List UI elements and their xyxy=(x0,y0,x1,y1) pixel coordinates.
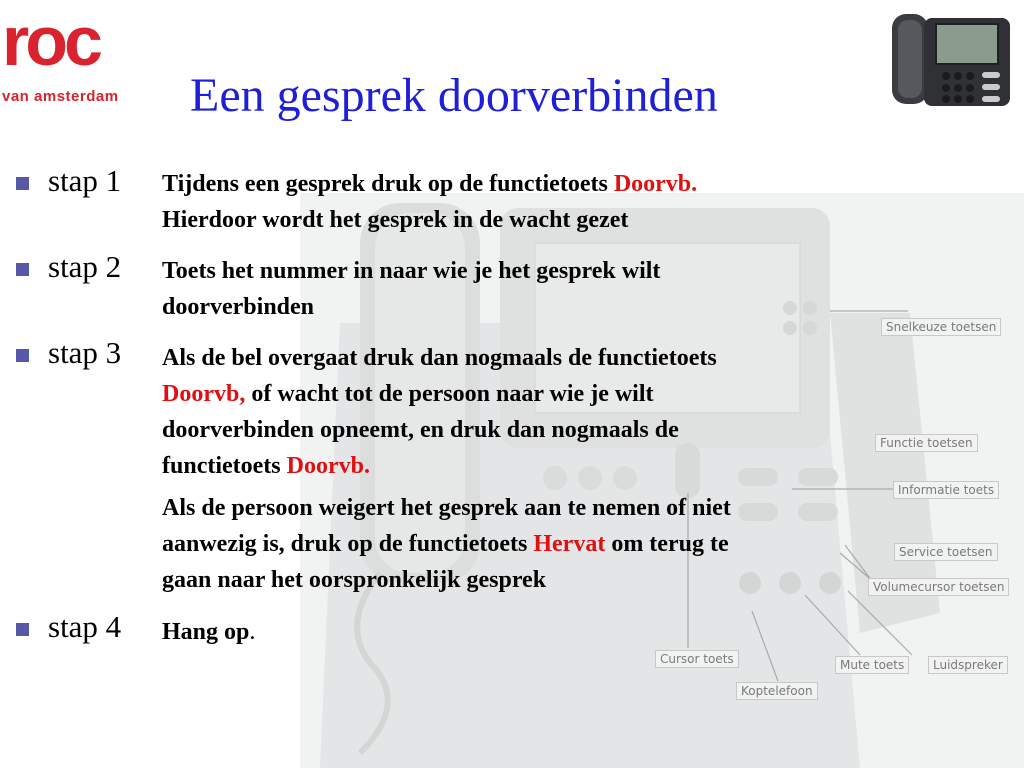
step-text-part: functietoets xyxy=(162,453,287,479)
step-text-line: Hierdoor wordt het gesprek in de wacht gezet xyxy=(162,207,629,233)
step-label: stap 4 xyxy=(48,609,122,644)
step-text-line xyxy=(162,448,370,484)
step-text-line: Toets het nummer in naar wie je het gesprek wilt xyxy=(162,258,661,284)
bullet-square xyxy=(16,263,29,276)
step-label: stap 1 xyxy=(48,163,122,198)
key-doorvb: Doorvb, xyxy=(162,381,246,407)
step-text xyxy=(162,166,697,202)
step-text-line: gaan naar het oorspronkelijk gesprek xyxy=(162,567,547,593)
step-text-part: aanwezig is, druk op de functietoets xyxy=(162,531,534,557)
step-text-line: doorverbinden opneemt, en druk dan nogmaals de xyxy=(162,417,679,443)
logo-mark: roc xyxy=(2,2,99,80)
key-hervat: Hervat xyxy=(533,531,606,557)
bullet-square xyxy=(16,349,29,362)
key-doorvb: Doorvb. xyxy=(613,171,698,197)
roc-logo xyxy=(0,0,160,110)
step-text-line: Als de bel overgaat druk dan nogmaals de functietoets xyxy=(162,345,717,371)
logo-subtitle: van amsterdam xyxy=(2,88,119,105)
bullet-square xyxy=(16,177,29,190)
callout-functie: Functie toetsen xyxy=(875,434,978,452)
step-text-line xyxy=(162,376,654,412)
callout-cursor: Cursor toets xyxy=(655,650,739,668)
bullet-square xyxy=(16,623,29,636)
slide-title: Een gesprek doorverbinden xyxy=(190,69,718,122)
callout-snelkeuze: Snelkeuze toetsen xyxy=(881,318,1001,336)
step-text-line: Als de persoon weigert het gesprek aan te nemen of niet xyxy=(162,495,731,521)
step-text-part: om terug te xyxy=(605,531,729,557)
callout-luidspreker: Luidspreker xyxy=(928,656,1008,674)
key-doorvb: Doorvb. xyxy=(286,453,370,479)
step-text-part: of wacht tot de persoon naar wie je wilt xyxy=(245,381,654,407)
callout-koptelefoon: Koptelefoon xyxy=(736,682,818,700)
step-label: stap 2 xyxy=(48,249,122,284)
step-text-punct: . xyxy=(249,619,256,645)
step-label: stap 3 xyxy=(48,335,122,370)
step-text-part: Hang op xyxy=(162,619,250,645)
step-text-line: doorverbinden xyxy=(162,294,315,320)
step-text-part: Tijdens een gesprek druk op de functietoets xyxy=(162,171,614,197)
callout-informatie: Informatie toets xyxy=(893,481,999,499)
callout-service: Service toetsen xyxy=(894,543,998,561)
step-text-line xyxy=(162,526,729,562)
callout-mute: Mute toets xyxy=(835,656,909,674)
step-text xyxy=(162,614,255,650)
phone-thumbnail-image xyxy=(884,6,1016,110)
callout-volume: Volumecursor toetsen xyxy=(868,578,1009,596)
